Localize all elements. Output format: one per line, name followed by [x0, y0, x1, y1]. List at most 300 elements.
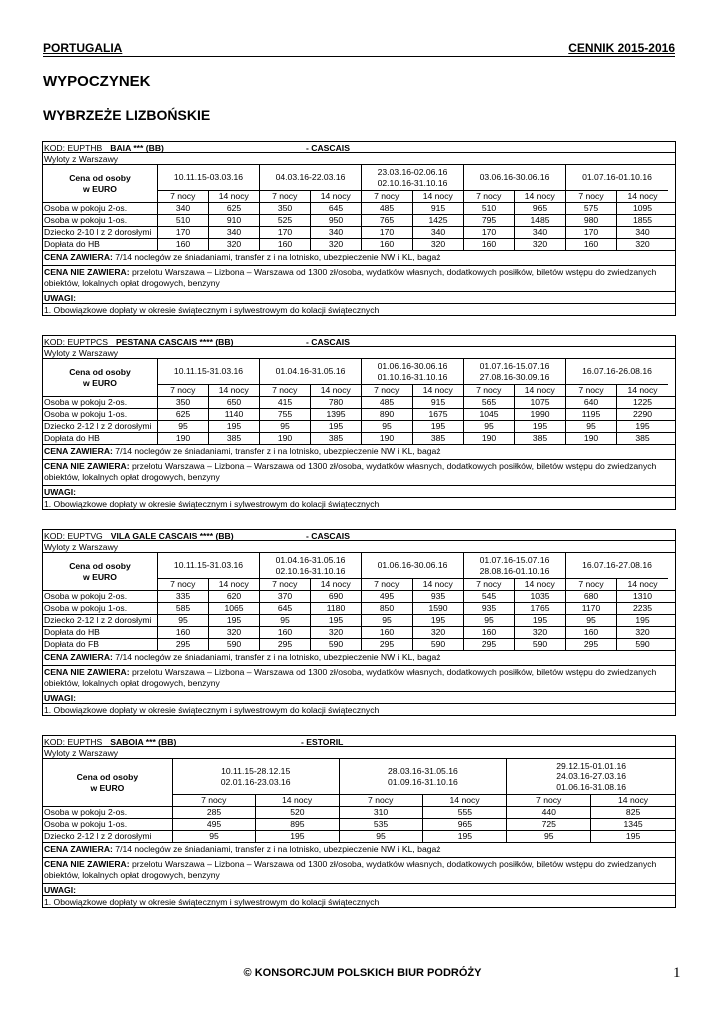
country-label: PORTUGALIA: [43, 41, 123, 55]
price-cell: 590: [311, 639, 362, 650]
price-cell: 170: [260, 227, 311, 238]
price-cell: 195: [311, 615, 362, 626]
nights-14: 14 nocy: [422, 579, 453, 590]
offer-title: [43, 530, 675, 540]
price-cell: 590: [209, 639, 260, 650]
notes-row: [42, 498, 676, 510]
price-includes: [43, 843, 442, 857]
price-row-label: Osoba w pokoju 1-os.: [43, 215, 158, 226]
period-dates: 01.07.16-15.07.16 27.08.16-30.09.16: [464, 359, 565, 385]
price-includes-text: 7/14 noclegów ze śniadaniami, transfer z i na lotnisko, ubezpieczenie NW i KL, bagaż: [112, 652, 441, 662]
period-dates: 16.07.16-26.08.16: [566, 359, 668, 385]
nights-row: [158, 579, 259, 590]
price-cell: 195: [635, 615, 650, 626]
price-cell: 160: [158, 627, 209, 638]
period-header: [42, 359, 676, 397]
price-cell: 195: [209, 421, 260, 432]
price-includes-label: CENA ZAWIERA:: [44, 252, 113, 262]
price-row-label: Osoba w pokoju 1-os.: [43, 603, 158, 614]
price-row-label: Dziecko 2-12 l z 2 dorosłymi: [43, 421, 158, 432]
price-cell: 320: [311, 627, 362, 638]
hotel-name: BAIA *** (BB): [110, 143, 164, 153]
offer-code: KOD: EUPTHS: [44, 737, 103, 747]
price-cell: 385: [413, 433, 464, 444]
price-cell: 495: [173, 819, 256, 830]
nights-row: [566, 579, 668, 590]
price-cell: 590: [635, 639, 650, 650]
price-cell: 195: [515, 421, 566, 432]
price-includes-row: [42, 445, 676, 460]
price-cell: 950: [311, 215, 362, 226]
price-cell: 190: [566, 433, 617, 444]
price-cell: 1225: [632, 397, 653, 408]
notes-label: UWAGI:: [44, 692, 76, 703]
nights-row: [340, 795, 507, 806]
price-cell: 95: [260, 615, 311, 626]
notes-text: 1. Obowiązkowe dopłaty w okresie świątecznym i sylwestrowym do kolacji świątecznych: [44, 304, 380, 315]
offer-table: [42, 141, 676, 316]
price-cell: 640: [566, 397, 617, 408]
notes-label: UWAGI:: [44, 884, 76, 895]
price-cell: 160: [158, 239, 209, 250]
nights-14: 14 nocy: [627, 191, 658, 202]
price-cell: 160: [464, 627, 515, 638]
price-row: [42, 591, 676, 603]
period-header: [42, 759, 676, 807]
nights-14: 14 nocy: [320, 385, 351, 396]
price-cell: 520: [256, 807, 339, 818]
price-cell: 1485: [515, 215, 566, 226]
offer-title: [43, 336, 675, 346]
price-cell: 320: [635, 627, 650, 638]
price-cell: 195: [256, 831, 339, 842]
price-cell: 565: [464, 397, 515, 408]
nights-row: [173, 795, 339, 806]
price-cell: 195: [311, 421, 362, 432]
price-excludes-row: [42, 460, 676, 486]
price-row: [42, 819, 676, 831]
period-column: [158, 553, 260, 590]
price-row-label: Osoba w pokoju 1-os.: [43, 819, 173, 830]
price-row: [42, 627, 676, 639]
price-row-label: Osoba w pokoju 2-os.: [43, 807, 173, 818]
page-number: 1: [673, 965, 681, 981]
price-includes-text: 7/14 noclegów ze śniadaniami, transfer z i na lotnisko, ubezpieczenie NW i KL, bagaż: [112, 844, 441, 854]
price-cell: 95: [566, 615, 617, 626]
nights-row: [464, 579, 565, 590]
price-cell: 1065: [209, 603, 260, 614]
period-dates: 10.11.15-31.03.16: [158, 553, 259, 579]
notes-row: [42, 896, 676, 908]
nights-row: [158, 191, 259, 202]
nights-7: 7 nocy: [362, 191, 413, 202]
price-excludes: [43, 666, 675, 691]
period-column: [173, 759, 340, 806]
nights-row: [507, 795, 675, 806]
offer-title-row: [42, 335, 676, 347]
notes-row: [42, 304, 676, 316]
price-cell: 525: [260, 215, 311, 226]
price-cell: 95: [464, 421, 515, 432]
price-cell: 95: [158, 615, 209, 626]
price-row-label: Osoba w pokoju 2-os.: [43, 591, 158, 602]
nights-14: 14 nocy: [320, 579, 351, 590]
price-cell: 980: [566, 215, 617, 226]
nights-14: 14 nocy: [422, 385, 453, 396]
period-column: [464, 165, 566, 202]
page-header: [43, 40, 675, 57]
price-excludes-row: [42, 666, 676, 692]
price-cell: 1045: [464, 409, 515, 420]
price-cell: 320: [413, 239, 464, 250]
offer-code: KOD: EUPTPCS: [44, 337, 108, 347]
price-cell: 340: [158, 203, 209, 214]
period-column: [362, 359, 464, 396]
price-cell: 160: [260, 627, 311, 638]
price-cell: 440: [507, 807, 591, 818]
price-cell: 340: [311, 227, 362, 238]
nights-14: 14 nocy: [422, 191, 453, 202]
price-row: [42, 421, 676, 433]
price-cell: 1675: [413, 409, 464, 420]
price-row-label: Dziecko 2-10 l z 2 dorosłymi: [43, 227, 158, 238]
notes-text: 1. Obowiązkowe dopłaty w okresie świątecznym i sylwestrowym do kolacji świątecznych: [44, 896, 380, 907]
price-cell: 755: [260, 409, 311, 420]
hotel-location: - ESTORIL: [301, 737, 344, 747]
offer-code: KOD: EUPTVG: [44, 531, 103, 541]
period-dates: 01.04.16-31.05.16: [260, 359, 361, 385]
hotel-location: - CASCAIS: [306, 337, 350, 347]
hotel-name: SABOIA *** (BB): [110, 737, 177, 747]
nights-14: 14 nocy: [218, 579, 249, 590]
price-row-label: Dopłata do HB: [43, 433, 158, 444]
price-cell: 2235: [632, 603, 653, 614]
price-includes: [43, 251, 442, 265]
price-cell: 385: [311, 433, 362, 444]
price-cell: 295: [464, 639, 515, 650]
nights-row: [362, 579, 463, 590]
price-excludes-row: [42, 266, 676, 292]
price-cell: 895: [256, 819, 339, 830]
price-excludes-label: CENA NIE ZAWIERA:: [44, 266, 130, 277]
region-title: WYBRZEŻE LIZBOŃSKIE: [43, 107, 211, 123]
price-cell: 485: [362, 203, 413, 214]
price-row: [42, 203, 676, 215]
nights-7: 7 nocy: [158, 579, 209, 590]
offer-title-row: [42, 529, 676, 541]
price-cell: 385: [515, 433, 566, 444]
price-cell: 965: [515, 203, 566, 214]
period-dates: 10.11.15-31.03.16: [158, 359, 259, 385]
period-dates: 10.11.15-28.12.15 02.01.16-23.03.16: [173, 759, 339, 795]
price-row-label: Dopłata do HB: [43, 239, 158, 250]
period-column: [464, 359, 566, 396]
price-includes-label: CENA ZAWIERA:: [44, 652, 113, 662]
departures-text: Wyloty z Warszawy: [44, 542, 119, 552]
notes-label-row: [42, 486, 676, 498]
price-cell: 295: [362, 639, 413, 650]
price-row-label: Osoba w pokoju 1-os.: [43, 409, 158, 420]
price-cell: 310: [340, 807, 424, 818]
price-cell: 190: [260, 433, 311, 444]
period-dates: 03.06.16-30.06.16: [464, 165, 565, 191]
nights-14: 14 nocy: [320, 191, 351, 202]
period-column: [340, 759, 508, 806]
hotel-name: PESTANA CASCAIS **** (BB): [116, 337, 234, 347]
price-cell: 95: [464, 615, 515, 626]
price-cell: 170: [464, 227, 515, 238]
price-cell: 415: [260, 397, 311, 408]
departures-row: [42, 347, 676, 359]
price-cell: 825: [625, 807, 641, 818]
price-row-label: Dopłata do HB: [43, 627, 158, 638]
price-cell: 195: [515, 615, 566, 626]
price-row: [42, 603, 676, 615]
offer-code: KOD: EUPTHB: [44, 143, 103, 153]
price-cell: 850: [362, 603, 413, 614]
price-cell: 935: [413, 591, 464, 602]
price-cell: 585: [158, 603, 209, 614]
price-cell: 1765: [515, 603, 566, 614]
period-column: [260, 359, 362, 396]
period-column: [260, 165, 362, 202]
price-cell: 340: [635, 227, 650, 238]
price-cell: 915: [413, 203, 464, 214]
price-cell: 1095: [632, 203, 653, 214]
price-cell: 1180: [311, 603, 362, 614]
price-cell: 645: [311, 203, 362, 214]
price-cell: 625: [158, 409, 209, 420]
price-excludes-label: CENA NIE ZAWIERA:: [44, 460, 130, 471]
nights-7: 7 nocy: [260, 191, 311, 202]
nights-7: 7 nocy: [260, 579, 311, 590]
nights-14: 14 nocy: [218, 385, 249, 396]
price-row: [42, 409, 676, 421]
price-cell: 1075: [515, 397, 566, 408]
nights-row: [260, 191, 361, 202]
nights-7: 7 nocy: [464, 385, 515, 396]
nights-7: 7 nocy: [464, 191, 515, 202]
departures-row: [42, 541, 676, 553]
price-excludes-text: przelotu Warszawa – Lizbona – Warszawa od 1300 zł/osoba, wydatków własnych, dodatkowych posiłków, biletów wstępu do zwiedzanych obiektów, lokalnych opłat drogowych, benzyny: [44, 266, 657, 289]
price-includes-row: [42, 251, 676, 266]
price-cell: 1990: [515, 409, 566, 420]
price-cell: 295: [158, 639, 209, 650]
price-row: [42, 397, 676, 409]
nights-7: 7 nocy: [507, 795, 591, 806]
price-cell: 485: [362, 397, 413, 408]
notes-label-row: [42, 292, 676, 304]
period-column: [260, 553, 362, 590]
nights-7: 7 nocy: [340, 795, 423, 806]
hotel-location: - CASCAIS: [306, 143, 350, 153]
price-includes: [43, 445, 442, 459]
period-column: [507, 759, 675, 806]
departures-text: Wyloty z Warszawy: [44, 748, 119, 758]
pricelist-label: CENNIK 2015-2016: [568, 41, 675, 55]
price-cell: 160: [566, 239, 617, 250]
period-dates: 28.03.16-31.05.16 01.09.16-31.10.16: [340, 759, 507, 795]
price-cell: 935: [464, 603, 515, 614]
nights-row: [362, 191, 463, 202]
price-cell: 295: [260, 639, 311, 650]
nights-14: 14 nocy: [627, 579, 658, 590]
price-cell: 645: [260, 603, 311, 614]
price-includes-label: CENA ZAWIERA:: [44, 446, 113, 456]
price-row-label: Dziecko 2-12 l z 2 dorosłymi: [43, 615, 158, 626]
nights-row: [260, 385, 361, 396]
price-cell: 765: [362, 215, 413, 226]
offer-title-row: [42, 141, 676, 153]
period-dates: 01.06.16-30.06.16: [362, 553, 463, 579]
nights-row: [566, 385, 668, 396]
nights-14: 14 nocy: [218, 191, 249, 202]
price-includes-label: CENA ZAWIERA:: [44, 844, 113, 854]
nights-7: 7 nocy: [362, 385, 413, 396]
price-cell: 160: [566, 627, 617, 638]
hotel-location: - CASCAIS: [306, 531, 350, 541]
period-dates: 29.12.15-01.01.16 24.03.16-27.03.16 01.06.16-31.08.16: [507, 759, 675, 795]
nights-14: 14 nocy: [282, 795, 313, 806]
price-excludes: [43, 266, 675, 291]
price-row-label: Osoba w pokoju 2-os.: [43, 203, 158, 214]
price-cell: 495: [362, 591, 413, 602]
price-row: [42, 433, 676, 445]
period-column: [158, 359, 260, 396]
price-cell: 1140: [209, 409, 260, 420]
nights-14: 14 nocy: [524, 385, 555, 396]
price-cell: 780: [311, 397, 362, 408]
period-dates: 01.07.16-01.10.16: [566, 165, 668, 191]
notes-row: [42, 704, 676, 716]
price-cell: 1855: [632, 215, 653, 226]
price-cell: 190: [362, 433, 413, 444]
price-row: [42, 615, 676, 627]
price-cell: 965: [423, 819, 507, 830]
price-cell: 95: [362, 615, 413, 626]
price-cell: 95: [158, 421, 209, 432]
period-column: [566, 359, 668, 396]
notes-text: 1. Obowiązkowe dopłaty w okresie świątecznym i sylwestrowym do kolacji świątecznych: [44, 498, 380, 509]
price-cell: 170: [566, 227, 617, 238]
period-column: [566, 553, 668, 590]
footer-copyright: © KONSORCJUM POLSKICH BIUR PODRÓŻY: [243, 967, 482, 979]
price-cell: 575: [566, 203, 617, 214]
period-column: [362, 553, 464, 590]
nights-7: 7 nocy: [566, 579, 617, 590]
departures-text: Wyloty z Warszawy: [44, 348, 119, 358]
price-per-person-label: Cena od osoby w EURO: [43, 759, 173, 806]
price-cell: 910: [209, 215, 260, 226]
price-cell: 620: [209, 591, 260, 602]
price-row-label: Osoba w pokoju 2-os.: [43, 397, 158, 408]
period-column: [566, 165, 668, 202]
period-header: [42, 553, 676, 591]
price-cell: 320: [515, 627, 566, 638]
price-cell: 795: [464, 215, 515, 226]
price-cell: 510: [158, 215, 209, 226]
price-cell: 190: [158, 433, 209, 444]
nights-7: 7 nocy: [464, 579, 515, 590]
price-cell: 690: [311, 591, 362, 602]
page-title: WYPOCZYNEK: [43, 73, 151, 90]
period-header: [42, 165, 676, 203]
nights-7: 7 nocy: [362, 579, 413, 590]
price-includes-text: 7/14 noclegów ze śniadaniami, transfer z i na lotnisko, ubezpieczenie NW i KL, bagaż: [112, 252, 441, 262]
notes-label-row: [42, 884, 676, 896]
period-dates: 10.11.15-03.03.16: [158, 165, 259, 191]
offer-title: [43, 736, 675, 746]
price-cell: 160: [362, 239, 413, 250]
price-cell: 195: [413, 615, 464, 626]
notes-label-row: [42, 692, 676, 704]
price-cell: 195: [423, 831, 507, 842]
price-cell: 195: [413, 421, 464, 432]
price-per-person-label: Cena od osoby w EURO: [43, 359, 158, 396]
price-cell: 160: [362, 627, 413, 638]
nights-row: [362, 385, 463, 396]
price-cell: 1310: [632, 591, 653, 602]
price-cell: 320: [413, 627, 464, 638]
price-cell: 320: [209, 239, 260, 250]
nights-row: [158, 385, 259, 396]
nights-14: 14 nocy: [618, 795, 649, 806]
price-cell: 295: [566, 639, 617, 650]
nights-7: 7 nocy: [158, 191, 209, 202]
price-cell: 1395: [311, 409, 362, 420]
price-cell: 95: [173, 831, 256, 842]
price-cell: 160: [464, 239, 515, 250]
price-excludes-text: przelotu Warszawa – Lizbona – Warszawa od 1300 zł/osoba, wydatków własnych, dodatkowych posiłków, biletów wstępu do zwiedzanych obiektów, lokalnych opłat drogowych, benzyny: [44, 460, 657, 483]
price-includes-text: 7/14 noclegów ze śniadaniami, transfer z i na lotnisko, ubezpieczenie NW i KL, bagaż: [112, 446, 441, 456]
price-cell: 195: [635, 421, 650, 432]
price-cell: 350: [158, 397, 209, 408]
price-row-label: Dziecko 2-12 l z 2 dorosłymi: [43, 831, 173, 842]
period-dates: 23.03.16-02.06.16 02.10.16-31.10.16: [362, 165, 463, 191]
offer-table: [42, 735, 676, 908]
hotel-name: VILA GALE CASCAIS **** (BB): [110, 531, 234, 541]
price-row: [42, 807, 676, 819]
price-cell: 510: [464, 203, 515, 214]
nights-7: 7 nocy: [173, 795, 256, 806]
nights-14: 14 nocy: [627, 385, 658, 396]
notes-label: UWAGI:: [44, 292, 76, 303]
price-includes-row: [42, 651, 676, 666]
price-cell: 680: [566, 591, 617, 602]
offer-title-row: [42, 735, 676, 747]
price-row-label: Dopłata do FB: [43, 639, 158, 650]
nights-row: [464, 385, 565, 396]
price-includes-row: [42, 843, 676, 858]
price-cell: 95: [507, 831, 591, 842]
price-excludes-label: CENA NIE ZAWIERA:: [44, 858, 130, 869]
price-cell: 195: [209, 615, 260, 626]
price-cell: 95: [340, 831, 424, 842]
departures-row: [42, 153, 676, 165]
nights-row: [464, 191, 565, 202]
price-row: [42, 215, 676, 227]
price-excludes-text: przelotu Warszawa – Lizbona – Warszawa od 1300 zł/osoba, wydatków własnych, dodatkowych posiłków, biletów wstępu do zwiedzanych obiektów, lokalnych opłat drogowych, benzyny: [44, 858, 657, 881]
price-row: [42, 639, 676, 651]
price-cell: 385: [635, 433, 650, 444]
price-cell: 1425: [413, 215, 464, 226]
price-excludes: [43, 858, 675, 883]
price-cell: 320: [311, 239, 362, 250]
price-cell: 1345: [623, 819, 643, 830]
price-cell: 725: [507, 819, 591, 830]
nights-14: 14 nocy: [449, 795, 480, 806]
price-cell: 1170: [566, 603, 617, 614]
